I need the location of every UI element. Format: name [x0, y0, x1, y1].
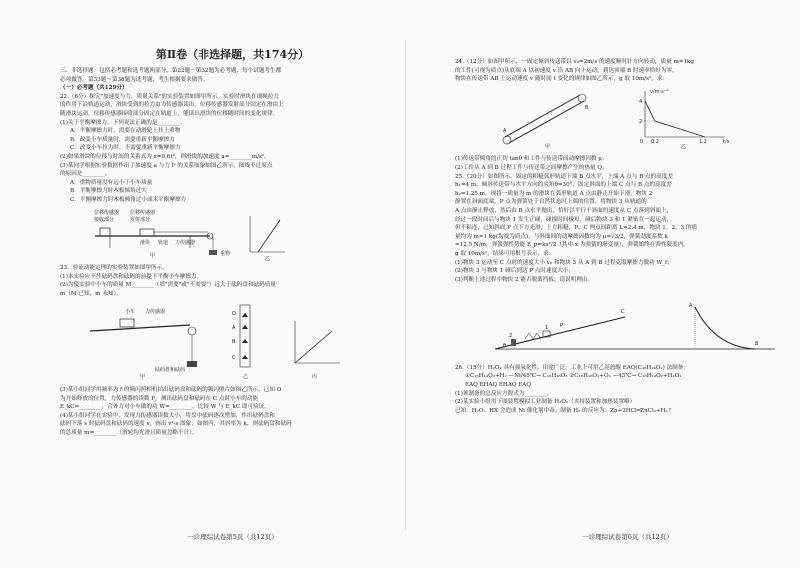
- instructions-line-1: 三、非选择题：包括必考题和选考题两部分。第22题～第32题为必考题，每个试题考生都: [60, 68, 282, 74]
- svg-text:O: O: [232, 311, 236, 318]
- q25-line: A 点由静止释放，然后由 B 点水平抛出，恰好以平行于斜面的速度从 C 点落到斜面上，: [455, 207, 673, 214]
- q26-line: 已知：H₂O、HX 会造成 Ni 催化剂中毒；制备 H₂ 的反应为：Zn+2HCl═ZnCl₂+H₂↑: [455, 407, 673, 414]
- fig22-label: 位移传感器: [94, 209, 120, 216]
- q24-line: 24.（12分）如图甲所示，一固定倾斜传送带以 v₀=2m/s 的速度顺时针方向转动，质量 m=1kg: [455, 59, 694, 65]
- question-22: [60, 93, 405, 205]
- graph-a-vs-F: [250, 216, 285, 262]
- svg-text:v/m·s⁻¹: v/m·s⁻¹: [650, 88, 669, 95]
- fig24-caption: 甲: [545, 143, 551, 150]
- svg-text:A: A: [232, 325, 236, 332]
- svg-text:P: P: [560, 323, 564, 330]
- page-footer: 一诊理综试卷第6页（共12页）: [582, 533, 673, 542]
- q26-line: 26.（15分）H₂O₂ 具有强氧化性，用途广泛，工业上可用乙基蒽醌 EAQ(C₁₆H₁₄O₂) 法制备：: [455, 364, 689, 371]
- q22-line: 的作用下沿轨道运动，滑块受到的拉力由力传感器读出，位移传感器发射部分固定在滑块上: [60, 102, 284, 109]
- fig22-label: 轨道: [158, 239, 169, 246]
- q26-line: (2)某实验小组用下图装置模拟工业制备 H₂O₂（夹持装置和加热装置略）: [455, 399, 636, 406]
- q23-line: (1)本实验应不挂砝码盘和砝码的前提下平衡小车摩擦力。: [60, 273, 203, 280]
- svg-text:C: C: [621, 309, 625, 316]
- question-26: [455, 364, 800, 416]
- q22-line: (1)关于平衡摩擦力，下列说法正确的是________。: [60, 119, 186, 126]
- figure-23: [60, 301, 405, 383]
- q23-line: 23．验证动能定理的实验装置如图甲所示。: [60, 265, 168, 272]
- fig22-label: 重物: [220, 250, 231, 257]
- fig23-label: 小车: [125, 309, 136, 316]
- svg-text:1.2: 1.2: [699, 138, 707, 145]
- q25-line: g 取 10m/s²，结果可用根号表示，求：: [455, 250, 555, 257]
- svg-text:C: C: [232, 355, 236, 362]
- fig22-caption: 甲: [150, 252, 156, 259]
- q22-line: (3)某同学根据实验数据作出了加速度 a 与力 F 的关系图象如图乙所示，图线不过原点: [60, 162, 273, 169]
- q22-option: C．平衡摩擦力时木板倾角过小或未平衡摩擦力: [70, 196, 187, 203]
- question-25: [455, 173, 800, 285]
- question-24-cont: [455, 155, 800, 172]
- q22-option: A．平衡摩擦力时，需要在动滑轮上挂上重物: [70, 128, 181, 135]
- fig23-caption: 甲: [140, 374, 146, 381]
- fig22-label: 位移传感器: [130, 209, 156, 216]
- figure-24: [455, 87, 800, 153]
- q25-line: (1)物块 3 运动至 C 点时的速度大小 v₀ 和物块 3 从 A 到 B 过程克服摩擦力做功 W_f；: [455, 259, 673, 266]
- q23-line: (4)某小组同学在实验中，发现力传感器读数大小，将盘中砝码逐次增加，作出砝码盘和: [60, 412, 275, 419]
- cart: [120, 319, 134, 327]
- svg-text:0: 0: [640, 138, 644, 145]
- q23-line: E_kC=________，合外力对小车做的功 W=________，比较 W 与 E_kC 即可验证。: [60, 404, 270, 411]
- q25-line: 经过一段时间后与物块 1 发生正碰，碰撞时间极短，碰后物块 3 和 1 紧贴在一起运动，: [455, 216, 673, 223]
- question-23: [60, 264, 405, 298]
- q22-line: 22.（6分）探究"加速度与力、质量关系"的实验装置如图甲所示。实验时滑块在细绳拉力: [60, 93, 279, 100]
- q25-line: (2)物块 3 与物块 1 碰后到达 P 点时速度大小；: [455, 268, 574, 275]
- q25-line: h₁=4 m，倾斜传送带与水平方向的夹角θ=30°，固定斜面的上端 C 点与 B 点的高度差: [455, 182, 672, 189]
- q25-line: 但不粘连，已知斜面 P 点下方光滑，上方粗糙，P、C 两点间距离 L=2.4 m，物块 1、2、3 的质: [455, 225, 698, 232]
- fig22-label: 滑块: [140, 239, 151, 246]
- required-section-heading: （一）必考题（共129分）: [60, 85, 128, 92]
- q24-line: 的工件(可视为质点)从底端 A 以初速度 v 沿 AB 向上运动，到达顶端 B 时速率恰好为零。: [455, 67, 678, 74]
- page-footer: 一诊理综试卷第5页（共12页）: [187, 533, 278, 542]
- q22-option: C．改变小车拉力时，不需要重新平衡摩擦力: [70, 145, 181, 152]
- svg-text:1: 1: [545, 325, 549, 332]
- q26-equation-labels: EAQ EHAQ EHAQ EAQ: [465, 382, 531, 389]
- q26-equation: ①C₁₆H₁₄O₂+H₂ —Ni/45℃→ C₁₆H₁₆O₂ ②C₁₆H₁₆O₂+O₂ —45℃→ C₁₆H₁₄O₂+H₂O₂: [465, 373, 682, 380]
- q22-option: A．重物质量没有远小于小车质量: [70, 179, 153, 186]
- q25-line: 量均为 m=1 kg(均视为质点)，与斜面间的动摩擦因数均为 μ=√3/2，弹簧劲度系数 k: [455, 233, 668, 240]
- figure-25: [455, 287, 800, 361]
- page-5: [60, 28, 405, 548]
- q24-line: 物块在传送带 AB 上运动速度 v 随时间 t 变化的规律如图乙所示，g 取 10m/s²，求：: [455, 76, 669, 83]
- q23-line: 砝码下落 s 时砝码盘和砝码的速度 v，画出 v²-s 图象，如图丙，其斜率为 k，则砝码盘和砝码: [60, 421, 292, 428]
- q23-line: m（M 已知，m 未知）。: [60, 290, 122, 297]
- fig23-caption: 丙: [312, 374, 318, 381]
- svg-text:A: A: [503, 127, 507, 134]
- q22-option: B．平衡摩擦力时木板倾角过大: [70, 188, 147, 195]
- q25-line: 静置在斜面底端，P 点为弹簧处于自然状态时上端的位置。将物块 3 从轨道的: [455, 199, 647, 206]
- fig23-label: 砝码盘和砝码: [155, 367, 186, 374]
- q24-line: (2)工件从 A 到 B 过程工件与传送带之间摩擦产生的热量 Q。: [455, 164, 608, 171]
- q25-line: 25.（20分）如图所示，固定的粗糙弧形轨道下端 B 点水平，上端 A 点与 B 点的高度差: [455, 173, 673, 180]
- svg-text:t/s: t/s: [723, 138, 730, 145]
- fig22-label: 力传感器: [175, 239, 196, 246]
- q25-line: (3)判断上述过程中物块 2 能否脱离挡板，请说明理由。: [455, 276, 594, 283]
- q23-line: 的总质量 m=________（滑轮均光滑且质量忽略不计）。: [60, 430, 198, 437]
- q23-line: (3)某小组同学用频率为 f 的频闪照相机拍出砝码盘和砝码的频闪照片如图乙所示，已知 O: [60, 387, 282, 394]
- svg-text:B: B: [755, 341, 759, 348]
- svg-text:B: B: [585, 104, 589, 111]
- q22-line: (2)如果滑块的位移与时间的关系式为 x=0.6t²，则滑块的加速度 a=________m/s²。: [60, 153, 270, 160]
- fig22-label: 接收部分: [94, 216, 115, 223]
- question-23-cont: [60, 386, 405, 438]
- q22-option: B．改变小车质量时，需要重新平衡摩擦力: [70, 136, 175, 143]
- svg-text:A: A: [689, 303, 693, 310]
- svg-text:2: 2: [639, 118, 643, 125]
- track-diagram: [94, 209, 230, 259]
- q24-line: (1)传送带倾角的正切 tanθ 和工件与传送带间动摩擦因数 μ；: [455, 156, 608, 163]
- q25-line: =12.5 N/m，弹簧弹性势能 E_p=kx²/2（其中 x 为弹簧的形变量），弹簧始终在弹性限度内。: [455, 242, 689, 249]
- q22-line: 随滑块运动，位移传感器接收部分固定在轨道上，能读出滑块的位移随时间的变化规律。: [60, 110, 279, 117]
- instructions-line-2: 必须做答。第33题～第38题为选考题，考生根据要求做答。: [60, 76, 209, 83]
- q25-line: h₂=1.25 m。现将一质量为 m 的滑块在弧形轨道 A 点由静止开始下滑，物块 2: [455, 190, 653, 197]
- svg-text:2: 2: [509, 333, 513, 340]
- fold-line: [405, 40, 406, 530]
- section-title: 第Ⅱ卷（非选择题，共174分）: [155, 48, 310, 61]
- page-6: [455, 28, 800, 548]
- q23-line: (2)为使实验中小车的质量 M________（填"需要"或"不需要"）远大于砝码盘和砝码质量: [60, 282, 276, 289]
- question-24: [455, 58, 800, 84]
- svg-text:4: 4: [639, 98, 643, 105]
- fig24-caption: 乙: [681, 143, 687, 150]
- svg-text:B: B: [232, 339, 236, 346]
- q23-line: 为开始释放的位置，力传感器的读数 F，测出砝码盘和砝码在 C 点时小车的动能: [60, 395, 259, 402]
- q22-line: 的原因是________。: [60, 171, 111, 178]
- fig22-label: 发射部分: [130, 216, 151, 223]
- fig23-caption: 乙: [243, 374, 249, 381]
- fig23-label: 力传感器: [145, 309, 166, 316]
- svg-text:θ: θ: [503, 343, 507, 350]
- q26-line: (1)该制备的总反应方程式为________。: [455, 390, 553, 397]
- figure-22: [60, 208, 405, 262]
- svg-text:0.2: 0.2: [651, 138, 659, 145]
- fig22-caption: 乙: [265, 255, 271, 262]
